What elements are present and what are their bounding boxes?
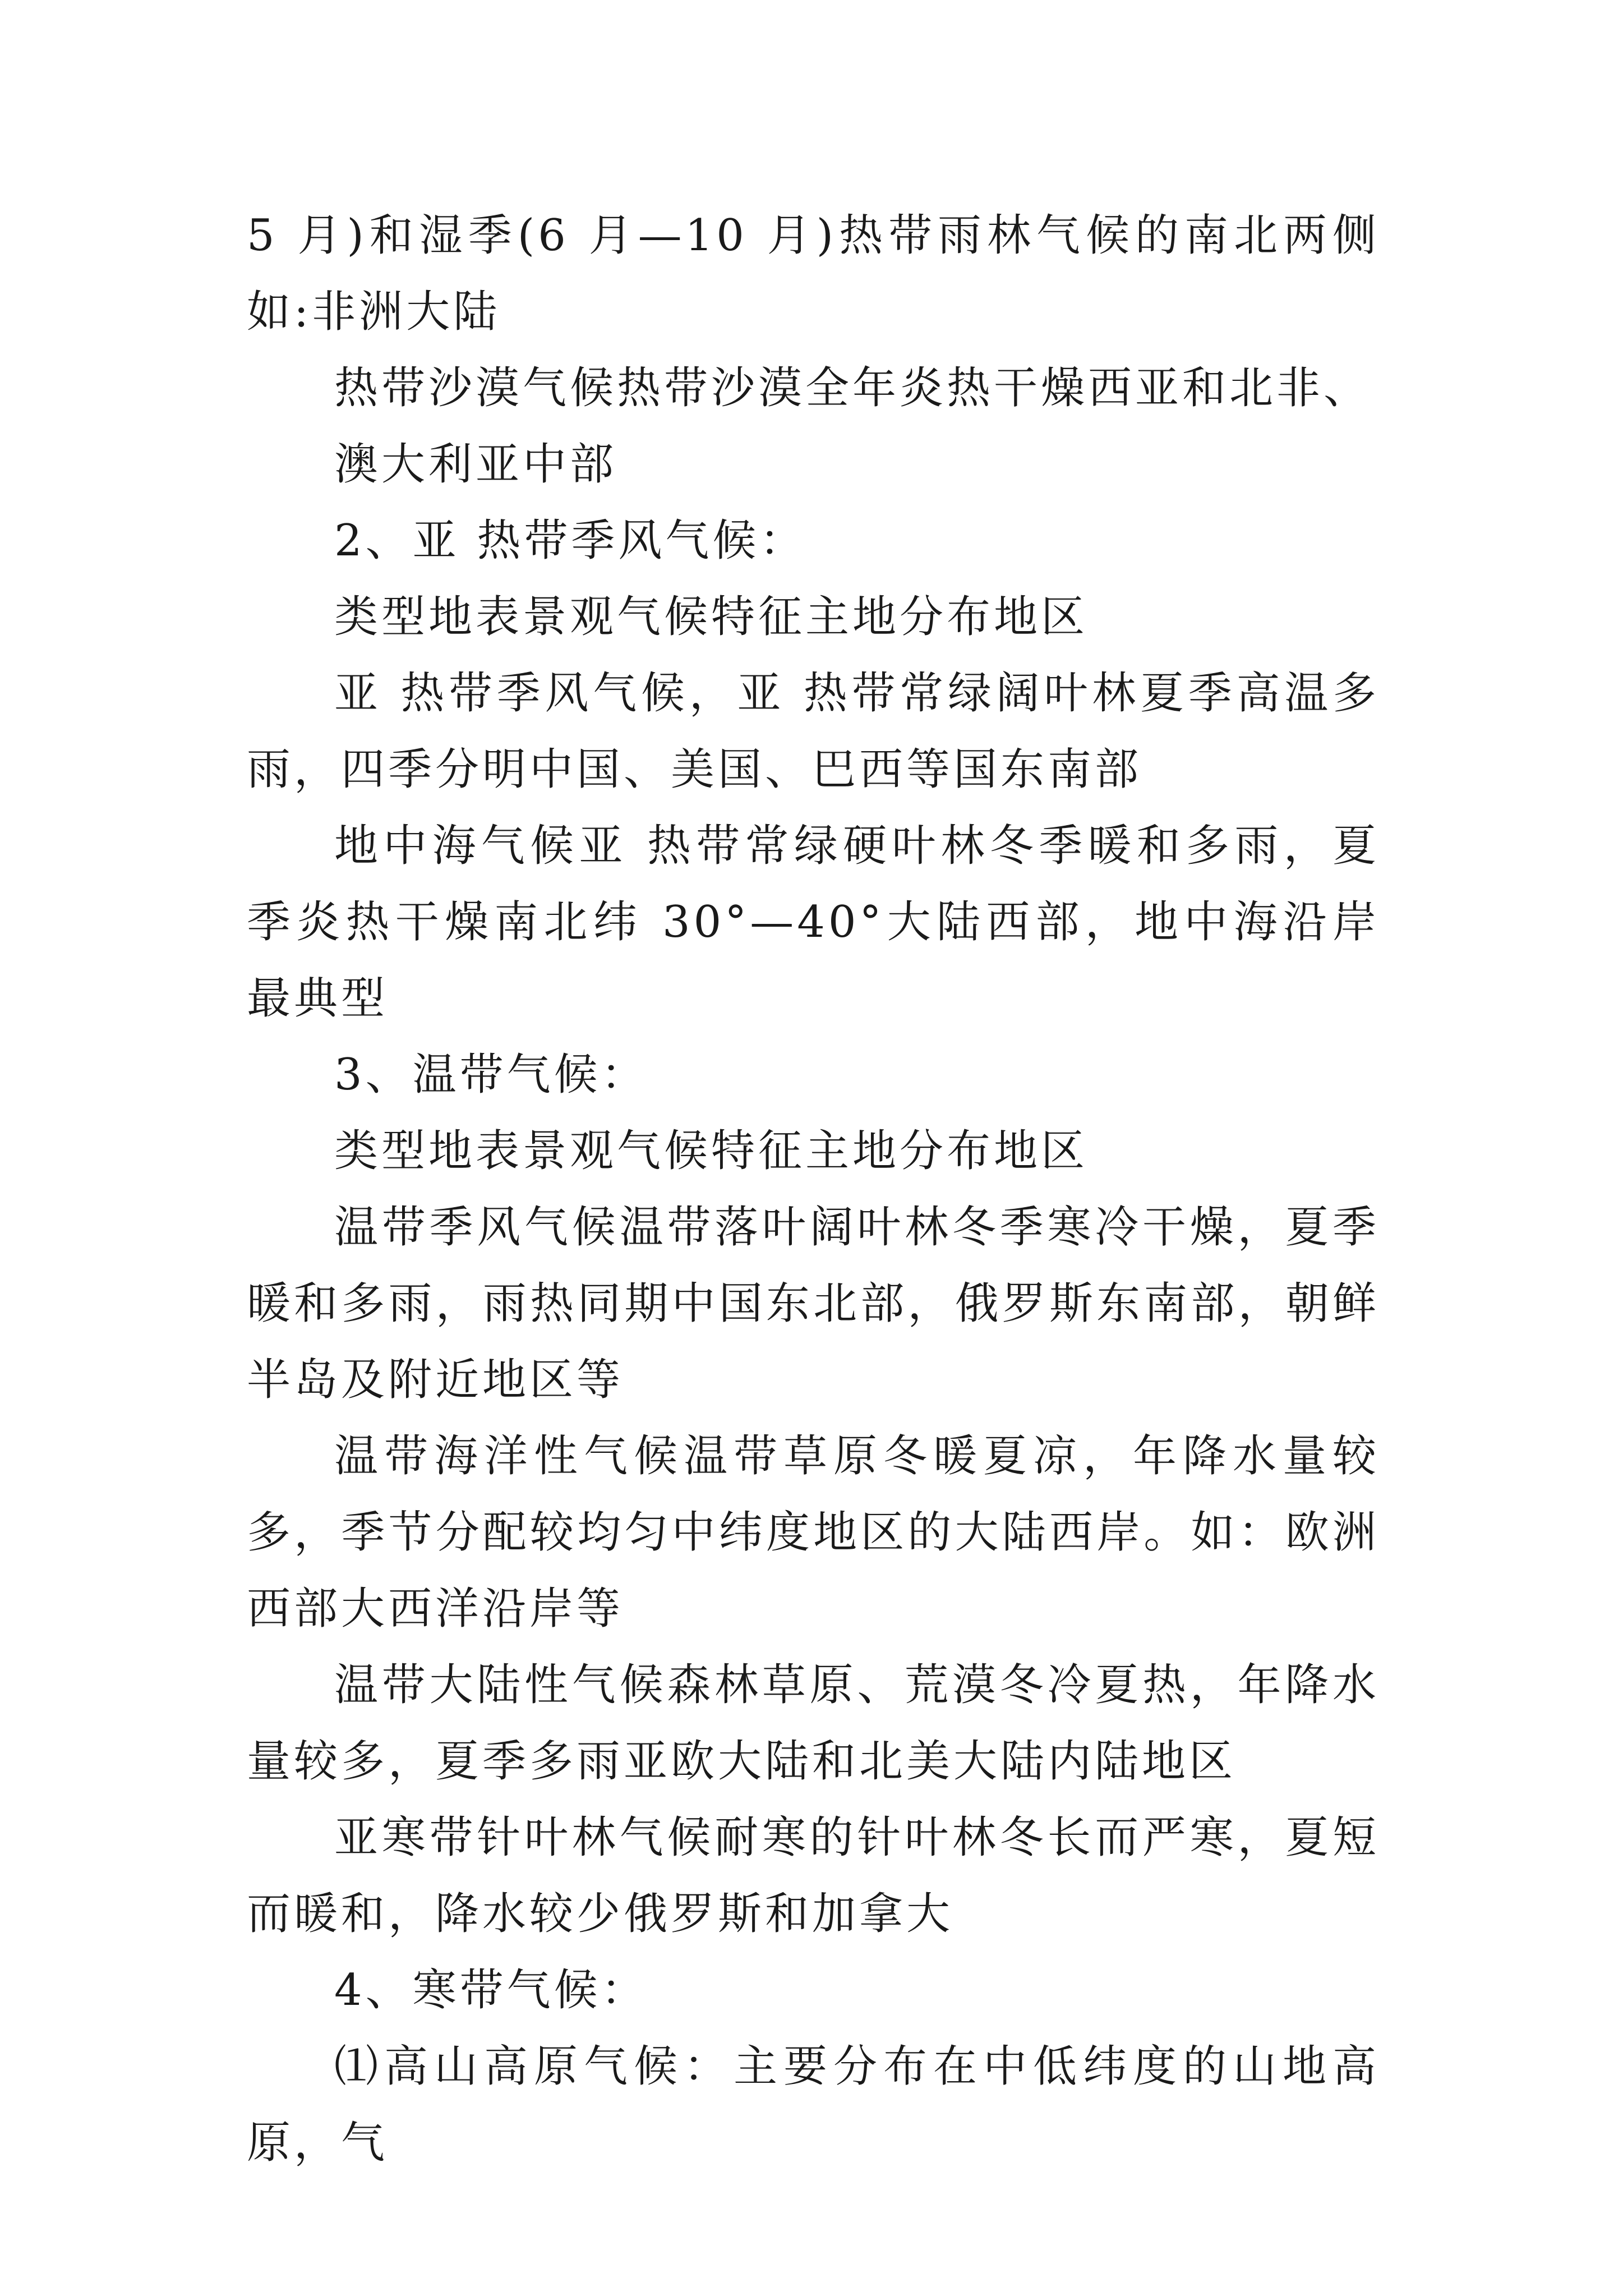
paragraph-2: 热带沙漠气候热带沙漠全年炎热干燥西亚和北非、 [334,363,1371,413]
paragraph-subarctic: 亚寒带针叶林气候耐寒的针叶林冬长而严寒，夏短而暖和，降水较少俄罗斯和加拿大 [247,1812,1380,1939]
section-heading-subtropical: 2、亚 热带季风气候： [334,516,807,566]
paragraph-highland: ⑴高山高原气候：主要分布在中低纬度的山地高原，气 [247,2041,1380,2168]
paragraph-mediterranean: 地中海气候亚 热带常绿硬叶林冬季暖和多雨，夏季炎热干燥南北纬 30°—40°大陆西部，地中海沿岸最典型 [247,821,1380,1024]
document-body [247,197,1380,2181]
section-heading-polar: 4、寒带气候： [334,1965,648,2016]
paragraph-subtropical-monsoon: 亚 热带季风气候，亚 热带常绿阔叶林夏季高温多雨，四季分明中国、美国、巴西等国东南部 [247,668,1380,795]
paragraph-3: 澳大利亚中部 [334,439,617,490]
table-header-temperate: 类型地表景观气候特征主地分布地区 [334,1126,1089,1176]
section-heading-temperate: 3、温带气候： [334,1050,648,1100]
paragraph-temperate-maritime: 温带海洋性气候温带草原冬暖夏凉，年降水量较多，季节分配较均匀中纬度地区的大陆西岸。如：欧洲西部大西洋沿岸等 [247,1431,1380,1634]
paragraph-1: 5 月)和湿季(6 月—10 月)热带雨林气候的南北两侧如:非洲大陆 [247,210,1380,337]
paragraph-temperate-monsoon: 温带季风气候温带落叶阔叶林冬季寒冷干燥，夏季暖和多雨，雨热同期中国东北部，俄罗斯东南部，朝鲜半岛及附近地区等 [247,1202,1380,1405]
table-header-subtropical: 类型地表景观气候特征主地分布地区 [334,592,1089,642]
paragraph-temperate-continental: 温带大陆性气候森林草原、荒漠冬冷夏热，年降水量较多，夏季多雨亚欧大陆和北美大陆内陆地区 [247,1660,1380,1787]
